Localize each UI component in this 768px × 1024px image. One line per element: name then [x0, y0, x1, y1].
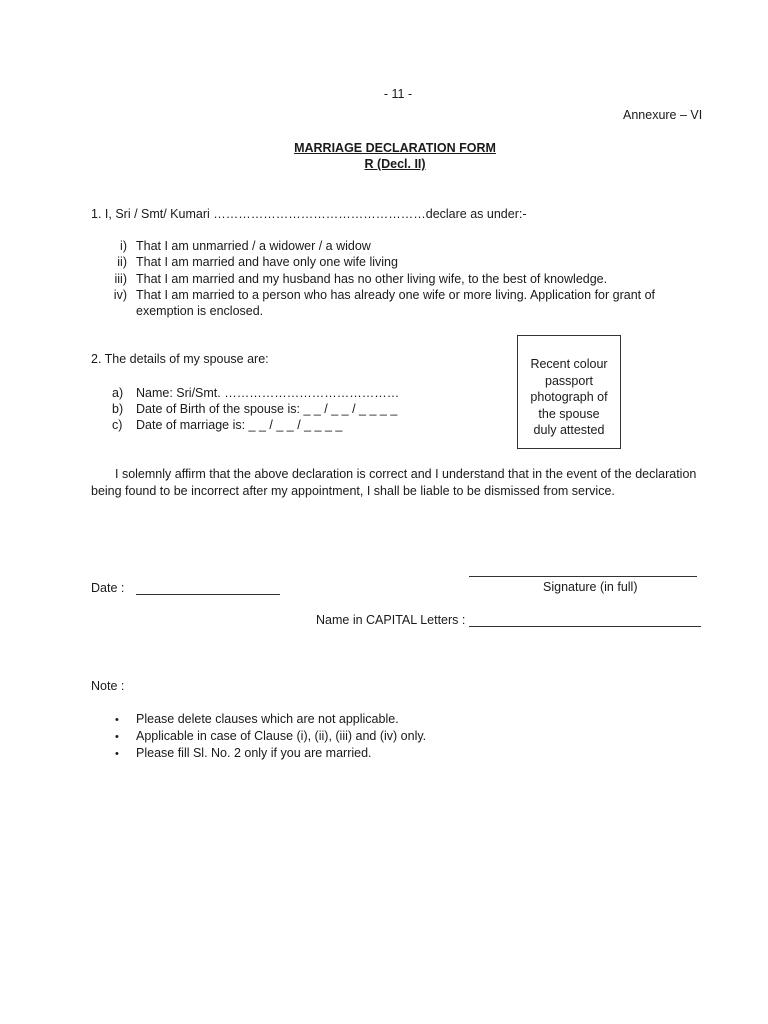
capital-name-blank-line	[469, 626, 701, 627]
photo-box	[517, 335, 621, 449]
capital-name-label: Name in CAPITAL Letters :	[316, 613, 466, 627]
clause-number: ii)	[117, 255, 127, 269]
photo-box-line: Recent colour	[530, 357, 608, 371]
spouse-dob-field: Date of Birth of the spouse is: _ _ / _ _ / _ _ _ _	[136, 402, 398, 416]
photo-box-line: the spouse	[538, 406, 600, 421]
clause-number: i)	[120, 239, 127, 253]
annexure-label: Annexure – VI	[623, 108, 703, 122]
marriage-date-field: Date of marriage is: _ _ / _ _ / _ _ _ _	[136, 418, 343, 432]
clause-text: That I am married and have only one wife living	[136, 255, 398, 269]
form-subtitle: R (Decl. II)	[364, 157, 426, 171]
detail-letter: a)	[112, 386, 124, 400]
clause-text: That I am married to a person who has already one wife or more living. Application for grant of	[136, 288, 656, 302]
detail-letter: c)	[112, 418, 123, 432]
bullet-icon: •	[115, 731, 119, 743]
affirmation-line: being found to be incorrect after my appointment, I shall be liable to be dismissed from service.	[91, 484, 615, 498]
bullet-icon: •	[115, 714, 119, 726]
declaration-intro: 1. I, Sri / Smt/ Kumari ……………………………………………declare as under:-	[91, 207, 527, 221]
date-blank-line	[136, 594, 280, 595]
signature-label: Signature (in full)	[543, 580, 638, 594]
clause-number: iv)	[113, 288, 127, 302]
spouse-name-field: Name: Sri/Smt. ……………………………………	[136, 386, 400, 400]
note-item: Please delete clauses which are not applicable.	[136, 712, 399, 726]
spouse-details-heading: 2. The details of my spouse are:	[91, 352, 269, 366]
clause-text-continued: exemption is enclosed.	[136, 304, 264, 318]
note-item: Applicable in case of Clause (i), (ii), (iii) and (iv) only.	[136, 729, 427, 743]
clause-number: iii)	[114, 272, 127, 286]
affirmation-line: I solemnly affirm that the above declaration is correct and I understand that in the event of the declaration	[115, 467, 697, 481]
detail-letter: b)	[112, 402, 124, 416]
photo-box-line: duly attested	[533, 423, 605, 437]
date-label: Date :	[91, 581, 125, 595]
clause-text: That I am married and my husband has no other living wife, to the best of knowledge.	[136, 272, 608, 286]
photo-box-line: passport	[545, 373, 593, 388]
page-number: - 11 -	[383, 87, 413, 101]
note-item: Please fill Sl. No. 2 only if you are married.	[136, 746, 372, 760]
note-label: Note :	[91, 679, 125, 693]
clause-text: That I am unmarried / a widower / a widow	[136, 239, 371, 253]
signature-blank-line	[469, 576, 697, 577]
bullet-icon: •	[115, 748, 119, 760]
photo-box-line: photograph of	[530, 390, 608, 404]
form-title: MARRIAGE DECLARATION FORM	[294, 141, 496, 155]
